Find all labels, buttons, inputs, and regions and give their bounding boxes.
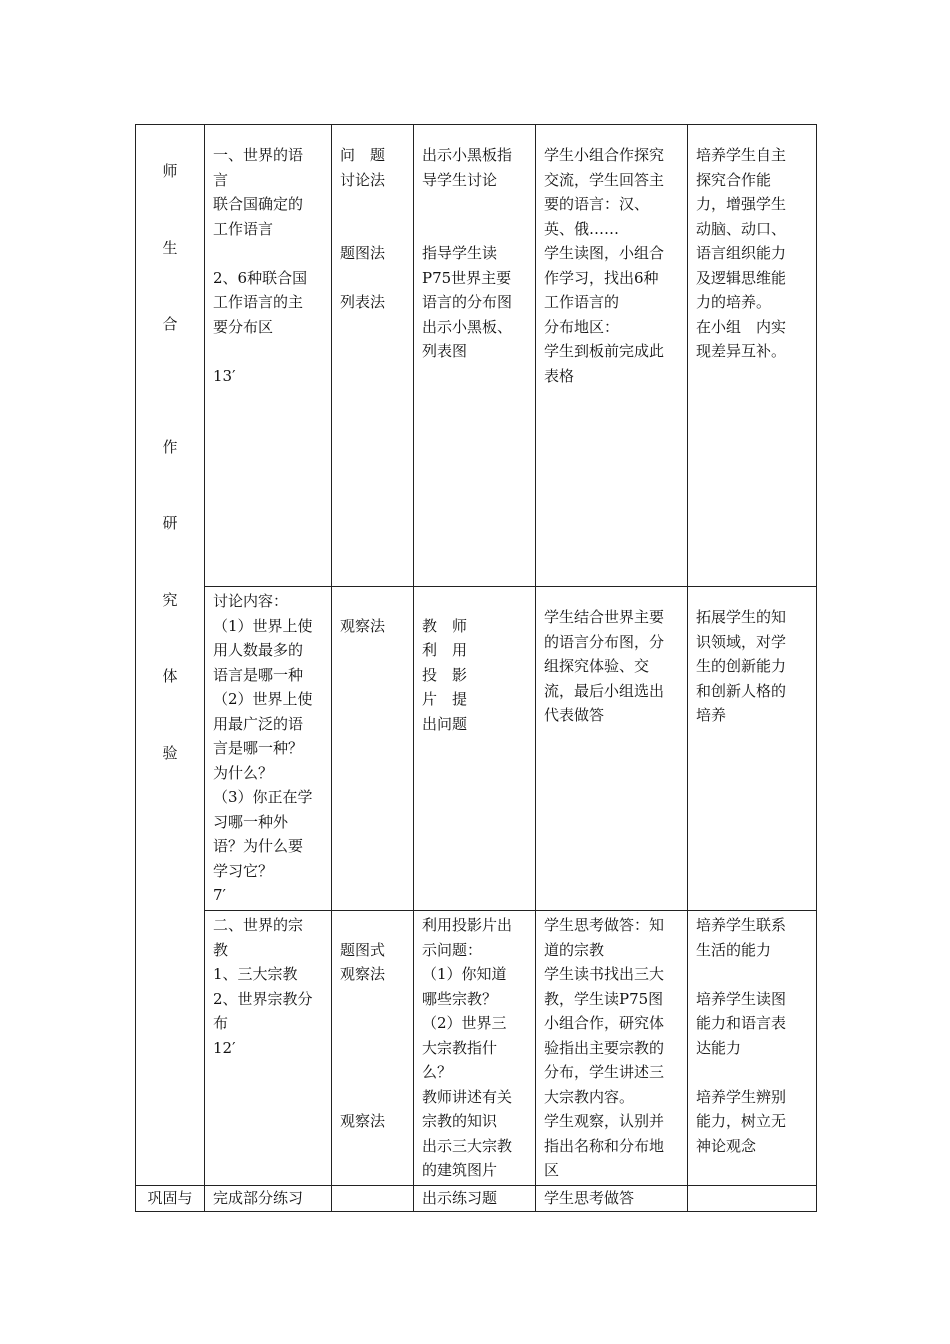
cell-line: 题图法 <box>340 244 386 262</box>
cell-line <box>340 1186 405 1211</box>
cell-line: 学生思考做答：知 <box>544 916 665 934</box>
cell-line: 导学生讨论 <box>422 170 498 189</box>
cell-line: 教 <box>213 940 229 959</box>
cell-line: 和创新人格的 <box>696 681 787 700</box>
cell-line: 1、三大宗教 <box>213 965 298 983</box>
cell-line: 区 <box>544 1161 560 1179</box>
cell-line: 么？ <box>422 1063 453 1081</box>
cell-line: 现差异互补。 <box>696 342 787 360</box>
cell-line: 学生到板前完成此 <box>544 342 665 360</box>
cell-line: 出示练习题 <box>422 1189 498 1207</box>
cell-line: 出示三大宗教 <box>422 1136 513 1155</box>
table-row <box>136 911 817 1186</box>
cell-line: 教师讲述有关 <box>422 1087 513 1106</box>
method-cell <box>332 1186 414 1212</box>
method-cell <box>332 911 414 1186</box>
cell-line: 分布地区： <box>544 317 620 336</box>
teacher-activity-cell <box>414 587 536 911</box>
cell-line: 学生读书找出三大 <box>544 965 665 983</box>
teacher-activity-cell <box>414 1186 536 1212</box>
cell-line: 语言的分布图 <box>422 293 513 311</box>
cell-line: 讨论法 <box>340 170 386 189</box>
cell-line <box>340 192 405 217</box>
cell-line: 列表图 <box>422 342 468 360</box>
stage-char: 究 <box>162 590 178 609</box>
cell-line: 大宗教内容。 <box>544 1087 635 1106</box>
design-intent-cell <box>688 587 817 911</box>
cell-line <box>340 217 405 242</box>
teacher-activity-cell <box>414 911 536 1186</box>
cell-line: 力的培养。 <box>696 293 772 311</box>
cell-line: 识领域，对学 <box>696 632 787 651</box>
stage-char: 体 <box>162 667 178 685</box>
cell-line <box>422 589 527 614</box>
stage-char: 生 <box>162 238 178 257</box>
cell-line: 指导学生读 <box>422 244 498 262</box>
cell-line: 学生结合世界主要 <box>544 608 665 626</box>
cell-line: （2）世界上使 <box>213 690 313 708</box>
cell-line: 的建筑图片 <box>422 1161 498 1179</box>
cell-line <box>340 1011 405 1036</box>
cell-line: 示问题： <box>422 940 483 959</box>
cell-line: 培养学生辨别 <box>696 1087 787 1106</box>
stage-char: 验 <box>162 743 178 762</box>
cell-line: 分布，学生讲述三 <box>544 1063 665 1081</box>
lesson-plan-table <box>135 124 817 1212</box>
cell-line: 小组合作，研究体 <box>544 1014 665 1032</box>
cell-line <box>340 589 405 614</box>
cell-line: 利用投影片出 <box>422 916 513 934</box>
cell-line: 能力，树立无 <box>696 1112 787 1130</box>
cell-line: 神论观念 <box>696 1136 757 1155</box>
cell-line: 学生思考做答 <box>544 1189 635 1207</box>
student-activity-cell <box>536 911 688 1186</box>
cell-line: 要的语言：汉、 <box>544 195 650 213</box>
cell-line: 培养学生读图 <box>696 989 787 1008</box>
cell-line: 12′ <box>213 1038 236 1057</box>
cell-line <box>340 987 405 1012</box>
student-activity-cell <box>536 1186 688 1212</box>
stage-cell-consolidation <box>136 1186 205 1212</box>
cell-line <box>340 1060 405 1085</box>
stage-cell-cooperative <box>136 125 205 1186</box>
cell-line: 拓展学生的知 <box>696 608 787 626</box>
cell-line: 言 <box>213 170 229 189</box>
cell-line <box>213 241 323 266</box>
teacher-activity-cell <box>414 125 536 587</box>
cell-line: 流，最后小组选出 <box>544 681 665 700</box>
cell-line: 7′ <box>213 886 226 904</box>
cell-line: 观察法 <box>340 616 386 635</box>
table-row <box>136 587 817 911</box>
cell-line: 交流，学生回答主 <box>544 170 665 189</box>
cell-line: 习哪一种外 <box>213 812 289 831</box>
student-activity-cell <box>536 125 688 587</box>
cell-line <box>422 192 527 217</box>
method-cell <box>332 125 414 587</box>
cell-line: 观察法 <box>340 1112 386 1130</box>
cell-line <box>340 913 405 938</box>
cell-line: 学生观察，认别并 <box>544 1112 665 1130</box>
design-intent-cell <box>688 911 817 1186</box>
cell-line: 工作语言的主 <box>213 293 304 311</box>
cell-line: 2、6种联合国 <box>213 268 308 287</box>
cell-line: 代表做答 <box>544 706 605 724</box>
cell-line: 生的创新能力 <box>696 657 787 675</box>
cell-line <box>340 1085 405 1110</box>
cell-line: 布 <box>213 1014 229 1032</box>
cell-line: 言是哪一种？ <box>213 739 304 757</box>
stage-label-vertical <box>136 125 204 765</box>
cell-line: 讨论内容： <box>213 592 289 610</box>
cell-line <box>422 217 527 242</box>
stage-label: 巩固与 <box>147 1189 193 1207</box>
cell-line: 动脑、动口、 <box>696 219 787 238</box>
cell-line: 大宗教指什 <box>422 1038 498 1057</box>
cell-line: 能力和语言表 <box>696 1014 787 1032</box>
cell-line: 学生读图，小组合 <box>544 244 665 262</box>
cell-line: 达能力 <box>696 1038 742 1057</box>
cell-line: 13′ <box>213 366 236 385</box>
stage-char: 作 <box>162 437 178 456</box>
cell-line <box>696 962 808 987</box>
cell-line <box>340 1036 405 1061</box>
cell-line: 要分布区 <box>213 317 274 336</box>
cell-line <box>340 266 405 291</box>
cell-line <box>213 339 323 364</box>
cell-line: 力，增强学生 <box>696 195 787 213</box>
content-cell <box>205 911 332 1186</box>
cell-line: 工作语言 <box>213 219 274 238</box>
cell-line: 哪些宗教？ <box>422 989 498 1008</box>
cell-line: 英、俄…… <box>544 219 620 238</box>
table-row <box>136 1186 817 1212</box>
cell-line: 语言组织能力 <box>696 244 787 262</box>
cell-line: 宗教的知识 <box>422 1112 498 1130</box>
cell-line: 列表法 <box>340 293 386 311</box>
cell-line: 片 提 <box>422 690 468 708</box>
content-cell <box>205 1186 332 1212</box>
student-activity-cell <box>536 587 688 911</box>
cell-line: 二、世界的宗 <box>213 916 304 934</box>
content-cell <box>205 587 332 911</box>
cell-line: 在小组 内实 <box>696 317 787 336</box>
cell-line: 教 师 <box>422 616 468 635</box>
stage-char: 师 <box>162 162 178 180</box>
cell-line: 语言是哪一种 <box>213 665 304 684</box>
cell-line: 及逻辑思维能 <box>696 268 787 287</box>
cell-line: 出问题 <box>422 714 468 733</box>
stage-char: 合 <box>162 315 178 333</box>
cell-line: 为什么？ <box>213 763 274 782</box>
cell-line <box>696 1060 808 1085</box>
cell-line: 投 影 <box>422 665 468 684</box>
cell-line: 组探究体验、交 <box>544 657 650 675</box>
cell-line: （3）你正在学 <box>213 788 313 806</box>
cell-line: 用人数最多的 <box>213 641 304 659</box>
cell-line: 作学习，找出6种 <box>544 268 659 287</box>
cell-line: 利 用 <box>422 641 468 659</box>
cell-line: 培养 <box>696 706 727 724</box>
cell-line: 的语言分布图，分 <box>544 632 665 651</box>
stage-char: 研 <box>162 514 178 532</box>
cell-line: P75世界主要 <box>422 268 512 287</box>
cell-line: 联合国确定的 <box>213 195 304 213</box>
cell-line: 学生小组合作探究 <box>544 146 665 164</box>
table-row <box>136 125 817 587</box>
cell-line: 题图式 <box>340 940 386 959</box>
cell-line: 用最广泛的语 <box>213 714 304 733</box>
cell-line: 学习它？ <box>213 861 274 880</box>
cell-line: 问 题 <box>340 146 386 164</box>
cell-line: （1）你知道 <box>422 965 507 983</box>
cell-line: 生活的能力 <box>696 940 772 959</box>
cell-line: 探究合作能 <box>696 170 772 189</box>
cell-line: 道的宗教 <box>544 940 605 959</box>
cell-line: 验指出主要宗教的 <box>544 1038 665 1057</box>
cell-line: 2、世界宗教分 <box>213 989 313 1008</box>
design-intent-cell <box>688 1186 817 1212</box>
cell-line: （2）世界三 <box>422 1014 507 1032</box>
cell-line <box>696 1186 808 1211</box>
cell-line: 语？为什么要 <box>213 837 304 855</box>
cell-line: 培养学生联系 <box>696 916 787 934</box>
cell-line: 指出名称和分布地 <box>544 1136 665 1155</box>
method-cell <box>332 587 414 911</box>
cell-line: 观察法 <box>340 965 386 983</box>
cell-line: 一、世界的语 <box>213 146 304 164</box>
cell-line: 出示小黑板、 <box>422 317 513 336</box>
cell-line: 完成部分练习 <box>213 1189 304 1207</box>
cell-line: 工作语言的 <box>544 293 620 311</box>
cell-line: 培养学生自主 <box>696 146 787 164</box>
design-intent-cell <box>688 125 817 587</box>
content-cell <box>205 125 332 587</box>
cell-line: 出示小黑板指 <box>422 146 513 164</box>
cell-line: 表格 <box>544 366 575 385</box>
cell-line: 教，学生读P75图 <box>544 989 664 1008</box>
cell-line: （1）世界上使 <box>213 616 313 635</box>
